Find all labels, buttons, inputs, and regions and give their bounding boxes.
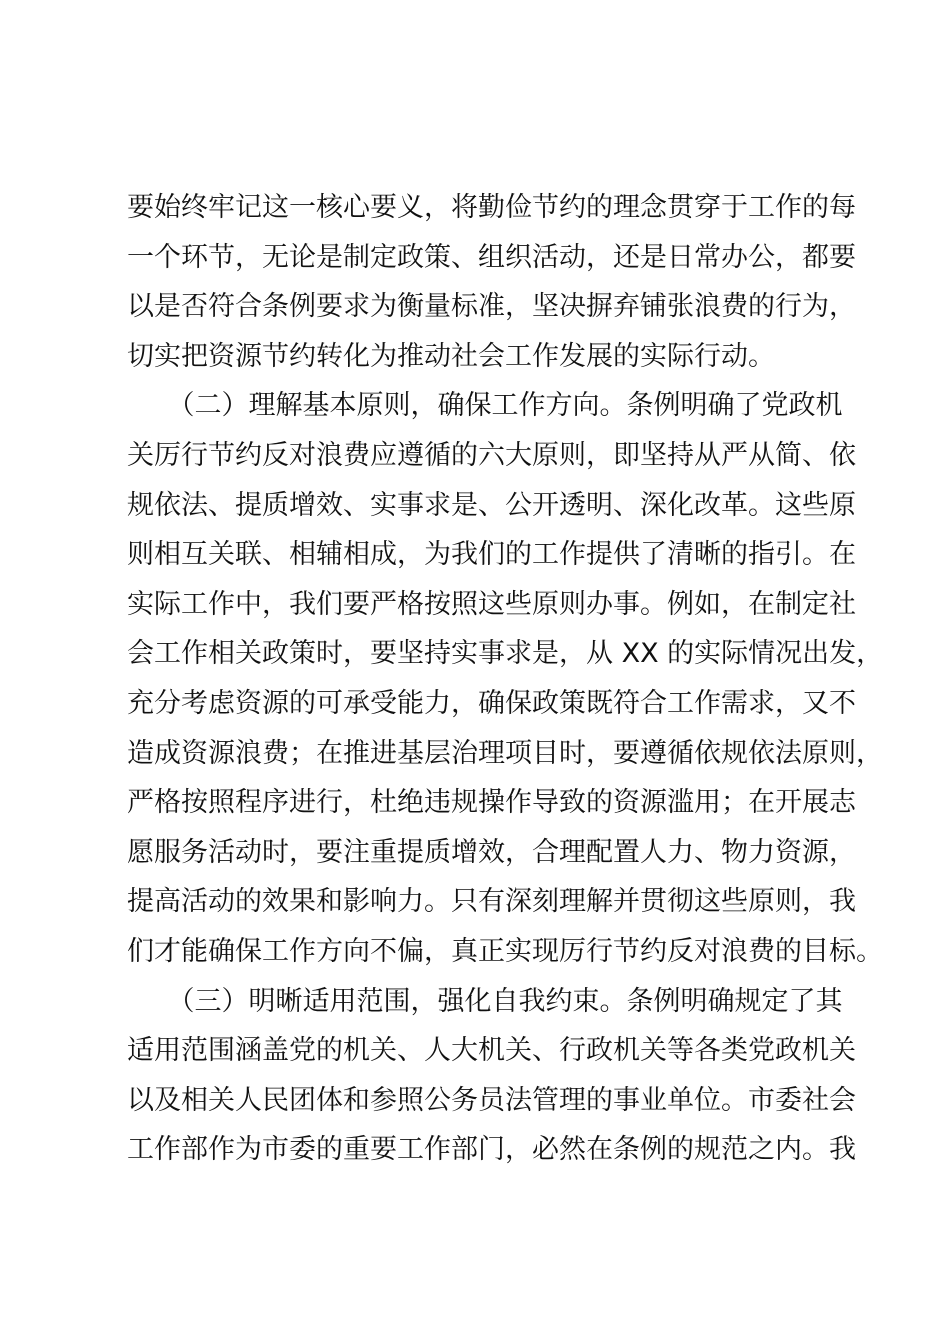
text-line: 愿服务活动时，要注重提质增效，合理配置人力、物力资源， [127, 836, 856, 868]
text-line: 充分考虑资源的可承受能力，确保政策既符合工作需求，又不 [127, 687, 856, 719]
text-line: 则相互关联、相辅相成，为我们的工作提供了清晰的指引。在 [127, 539, 856, 571]
text-line: 们才能确保工作方向不偏，真正实现厉行节约反对浪费的目标。 [127, 935, 883, 967]
text-line: 以是否符合条例要求为衡量标准，坚决摒弃铺张浪费的行为， [127, 291, 856, 323]
text-line: 实际工作中，我们要严格按照这些原则办事。例如，在制定社 [127, 588, 856, 620]
section-heading-line: （二）理解基本原则，确保工作方向。条例明确了党政机 [127, 390, 843, 422]
text-line: 切实把资源节约转化为推动社会工作发展的实际行动。 [127, 340, 775, 372]
text-line: 规依法、提质增效、实事求是、公开透明、深化改革。这些原 [127, 489, 856, 521]
text-line: 会工作相关政策时，要坚持实事求是，从 XX 的实际情况出发， [127, 638, 884, 670]
text-line: 提高活动的效果和影响力。只有深刻理解并贯彻这些原则，我 [127, 886, 856, 918]
text-line: 工作部作为市委的重要工作部门，必然在条例的规范之内。我 [127, 1134, 856, 1166]
text-line: 要始终牢记这一核心要义，将勤俭节约的理念贯穿于工作的每 [127, 192, 856, 223]
text-line: 一个环节，无论是制定政策、组织活动，还是日常办公，都要 [127, 241, 856, 273]
text-line: 造成资源浪费；在推进基层治理项目时，要遵循依规依法原则， [127, 737, 883, 769]
text-line: 以及相关人民团体和参照公务员法管理的事业单位。市委社会 [127, 1084, 856, 1116]
text-line: 关厉行节约反对浪费应遵循的六大原则，即坚持从严从简、依 [127, 439, 856, 471]
text-line: 严格按照程序进行，杜绝违规操作导致的资源滥用；在开展志 [127, 787, 856, 819]
section-heading-line: （三）明晰适用范围，强化自我约束。条例明确规定了其 [127, 985, 843, 1017]
document-body [127, 183, 884, 1175]
text-line: 适用范围涵盖党的机关、人大机关、行政机关等各类党政机关 [127, 1035, 856, 1067]
